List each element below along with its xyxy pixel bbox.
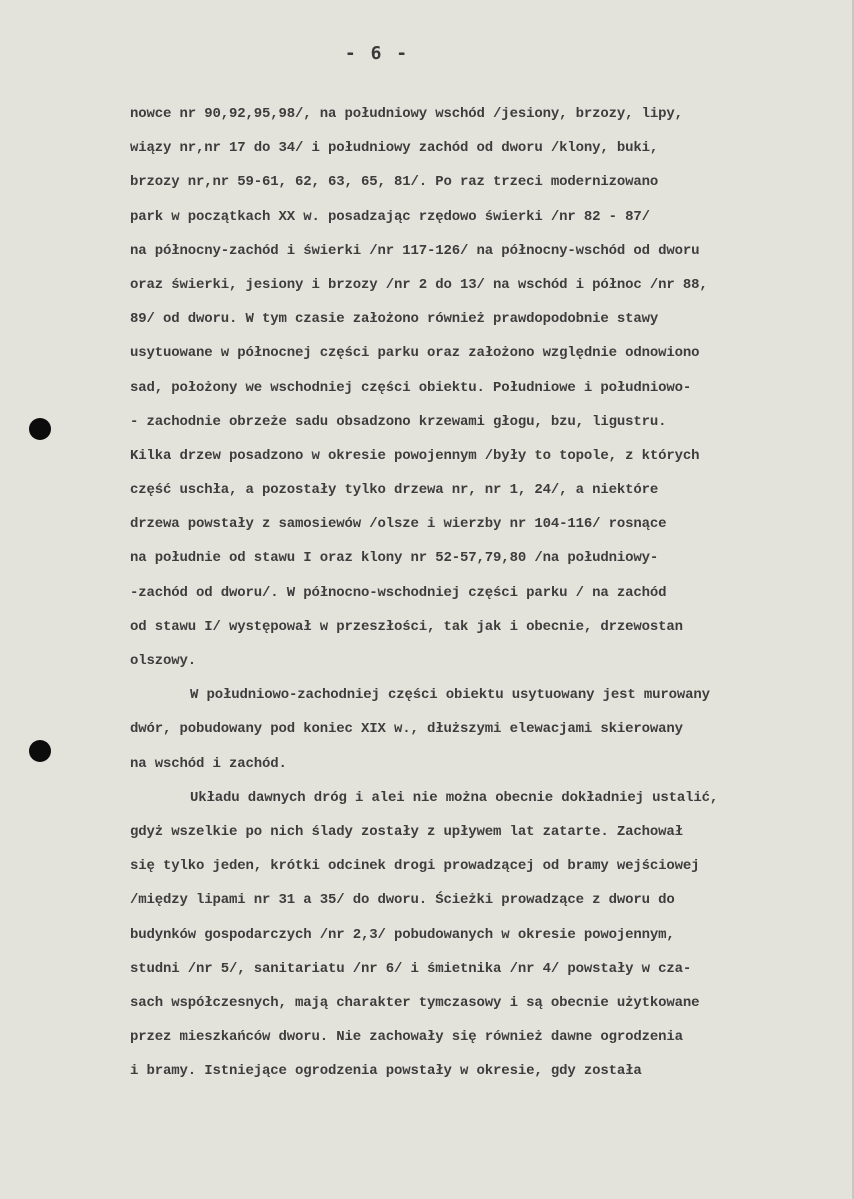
text-line: brzozy nr,nr 59-61, 62, 63, 65, 81/. Po raz trzeci modernizowano — [130, 174, 659, 191]
text-line: na południe od stawu I oraz klony nr 52-57,79,80 /na południowy- — [130, 550, 659, 567]
text-line: od stawu I/ występował w przeszłości, tak jak i obecnie, drzewostan — [130, 618, 683, 635]
punch-hole-lower — [29, 740, 51, 762]
page-number: - 6 - — [344, 43, 410, 64]
text-line: dwór, pobudowany pod koniec XIX w., dłuższymi elewacjami skierowany — [130, 721, 683, 738]
text-line: studni /nr 5/, sanitariatu /nr 6/ i śmietnika /nr 4/ powstały w cza- — [130, 960, 692, 977]
paragraph-start-line: Układu dawnych dróg i alei nie można obecnie dokładniej ustalić, — [190, 789, 719, 806]
text-line: /między lipami nr 31 a 35/ do dworu. Ścieżki prowadzące z dworu do — [130, 892, 675, 909]
text-line: sad, położony we wschodniej części obiektu. Południowe i południowo- — [130, 379, 692, 396]
text-line: sach współczesnych, mają charakter tymczasowy i są obecnie użytkowane — [130, 994, 700, 1011]
text-line: drzewa powstały z samosiewów /olsze i wierzby nr 104-116/ rosnące — [130, 516, 667, 533]
text-line: wiązy nr,nr 17 do 34/ i południowy zachód od dworu /klony, buki, — [130, 140, 659, 157]
text-line: park w początkach XX w. posadzając rzędowo świerki /nr 82 - 87/ — [130, 208, 650, 225]
text-line: przez mieszkańców dworu. Nie zachowały się również dawne ogrodzenia — [130, 1029, 683, 1046]
text-line: na wschód i zachód. — [130, 755, 287, 772]
text-line: -zachód od dworu/. W północno-wschodniej części parku / na zachód — [130, 584, 667, 601]
text-line: część uschła, a pozostały tylko drzewa nr, nr 1, 24/, a niektóre — [130, 482, 659, 499]
body-text — [130, 104, 845, 1095]
text-line: 89/ od dworu. W tym czasie założono również prawdopodobnie stawy — [130, 311, 659, 328]
text-line: Kilka drzew posadzono w okresie powojennym /były to topole, z których — [130, 447, 700, 464]
text-line: budynków gospodarczych /nr 2,3/ pobudowanych w okresie powojennym, — [130, 926, 675, 943]
text-line: na północny-zachód i świerki /nr 117-126/ na północny-wschód od dworu — [130, 242, 700, 259]
text-line: i bramy. Istniejące ogrodzenia powstały w okresie, gdy została — [130, 1063, 642, 1080]
text-line: - zachodnie obrzeże sadu obsadzono krzewami głogu, bzu, ligustru. — [130, 413, 667, 430]
text-line: usytuowane w północnej części parku oraz założono względnie odnowiono — [130, 345, 700, 362]
punch-hole-upper — [29, 418, 51, 440]
text-line: się tylko jeden, krótki odcinek drogi prowadzącej od bramy wejściowej — [130, 858, 700, 875]
text-line: nowce nr 90,92,95,98/, na południowy wschód /jesiony, brzozy, lipy, — [130, 106, 683, 122]
paragraph-start-line: W południowo-zachodniej części obiektu usytuowany jest murowany — [190, 687, 710, 704]
text-line: gdyż wszelkie po nich ślady zostały z upływem lat zatarte. Zachował — [130, 823, 683, 840]
text-line: oraz świerki, jesiony i brzozy /nr 2 do 13/ na wschód i północ /nr 88, — [130, 276, 708, 293]
text-line: olszowy. — [130, 653, 197, 669]
